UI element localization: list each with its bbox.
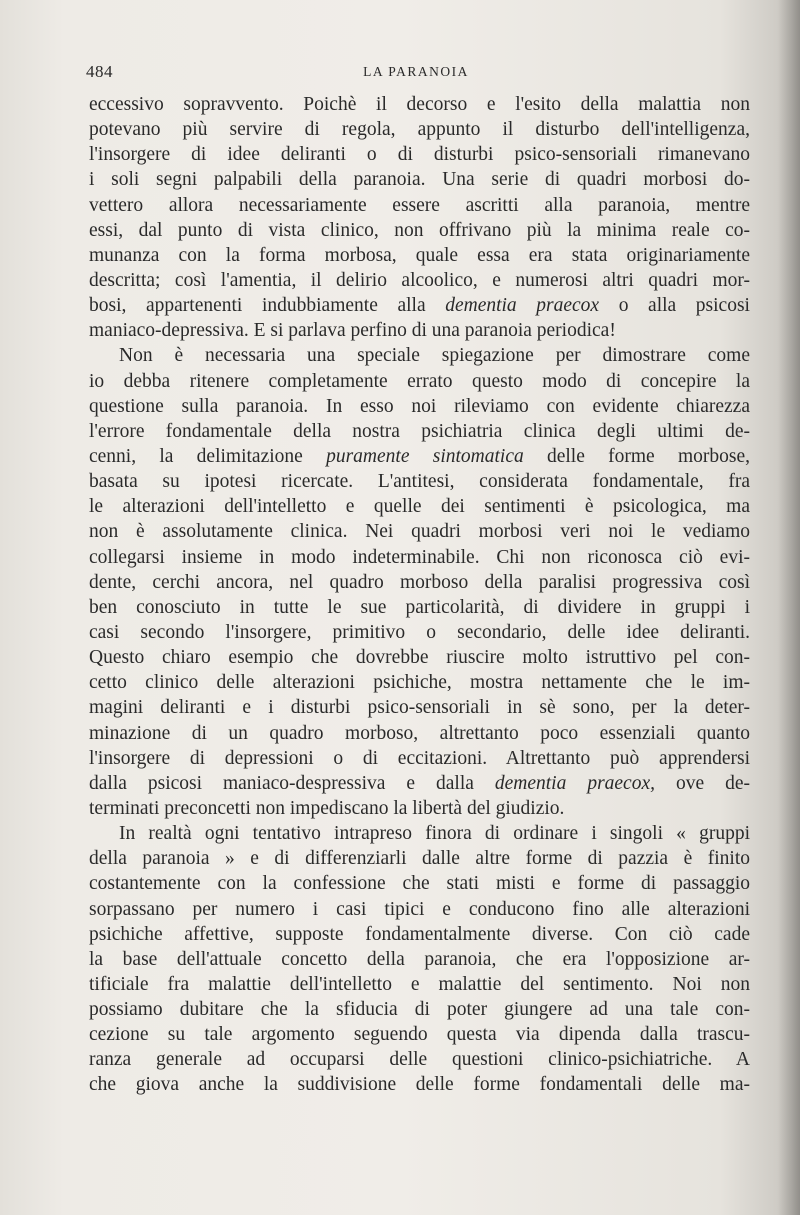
text-line: magini deliranti e i disturbi psico-sensoriali in sè sono, per la deter- [89, 697, 750, 719]
text-line: basata su ipotesi ricercate. L'antitesi, considerata fondamentale, fra [89, 471, 750, 493]
text-line: dente, cerchi ancora, nel quadro morboso della paralisi progressiva così [89, 571, 750, 593]
text-line: cetto clinico delle alterazioni psichiche, mostra nettamente che le im- [89, 672, 750, 694]
text-line [89, 444, 750, 469]
text-line: minazione di un quadro morboso, altrettanto poco essenziali quanto [89, 722, 750, 744]
italic-term: puramente sintomatica [326, 445, 524, 467]
text-line: descritta; così l'amentia, il delirio alcoolico, e numerosi altri quadri mor- [89, 269, 750, 291]
text-line: le alterazioni dell'intelletto e quelle dei sentimenti è psicologica, ma [89, 496, 750, 518]
text-line: costantemente con la confessione che stati misti e forme di passaggio [89, 873, 750, 895]
text-line: possiamo dubitare che la sfiducia di poter giungere ad una tale con- [89, 999, 750, 1021]
page-number: 484 [86, 62, 113, 81]
body-text [89, 92, 750, 1098]
text-run: o alla psicosi [599, 295, 750, 317]
text-line: collegarsi insieme in modo indeterminabile. Chi non riconosca ciò evi- [89, 546, 750, 568]
text-line: l'insorgere di depressioni o di eccitazioni. Altrettanto può apprendersi [89, 747, 750, 769]
text-run: dalla psicosi maniaco-despressiva e dalla [89, 772, 495, 794]
italic-term: dementia praecox, [494, 772, 655, 794]
text-line: non è assolutamente clinica. Nei quadri morbosi veri noi le vediamo [89, 521, 750, 543]
text-line: potevano più servire di regola, appunto il disturbo dell'intelligenza, [89, 119, 750, 141]
text-line: la base dell'attuale concetto della paranoia, che era l'opposizione ar- [89, 948, 750, 970]
text-line: i soli segni palpabili della paranoia. Una serie di quadri morbosi do- [89, 169, 750, 191]
text-line: casi secondo l'insorgere, primitivo o secondario, delle idee deliranti. [89, 621, 750, 643]
text-line: che giova anche la suddivisione delle forme fondamentali delle ma- [89, 1074, 750, 1096]
text-line: munanza con la forma morbosa, quale essa era stata originariamente [89, 244, 750, 266]
text-line: io debba ritenere completamente errato questo modo di concepire la [89, 370, 750, 392]
running-title: LA PARANOIA [363, 64, 469, 79]
text-line: sorpassano per numero i casi tipici e conducono fino alle alterazioni [89, 898, 750, 920]
paragraph-first-line: In realtà ogni tentativo intrapreso finora di ordinare i singoli « gruppi [119, 823, 750, 845]
text-line: questione sulla paranoia. In esso noi rileviamo con evidente chiarezza [89, 395, 750, 417]
text-line [89, 293, 750, 318]
text-run: cenni, la delimitazione [89, 445, 327, 467]
text-line: vettero allora necessariamente essere ascritti alla paranoia, mentre [89, 194, 750, 216]
text-run: ove de- [655, 772, 750, 794]
text-line: eccessivo sopravvento. Poichè il decorso e l'esito della malattia non [89, 94, 750, 115]
text-line: ben conosciuto in tutte le sue particolarità, di dividere in gruppi i [89, 596, 750, 618]
paragraph-first-line: Non è necessaria una speciale spiegazione per dimostrare come [119, 345, 750, 367]
page-header [86, 62, 746, 86]
text-line: terminati preconcetti non impediscano la libertà del giudizio. [89, 797, 565, 819]
text-line: psichiche affettive, supposte fondamentalmente diverse. Con ciò cade [89, 923, 750, 945]
text-line: tificiale fra malattie dell'intelletto e malattie del sentimento. Noi non [89, 973, 750, 995]
italic-term: dementia praecox [445, 295, 600, 317]
text-line: della paranoia » e di differenziarli dalle altre forme di pazzia è finito [89, 848, 750, 870]
text-line: l'insorgere di idee deliranti o di disturbi psico-sensoriali rimanevano [89, 144, 750, 166]
binding-shadow [778, 0, 800, 1215]
text-run: delle forme morbose, [523, 445, 750, 467]
text-line: Questo chiaro esempio che dovrebbe riuscire molto istruttivo pel con- [89, 647, 750, 669]
text-line: essi, dal punto di vista clinico, non offrivano più la minima reale co- [89, 219, 750, 241]
text-line [89, 771, 750, 796]
text-line: maniaco-depressiva. E si parlava perfino di una paranoia periodica! [89, 320, 616, 342]
text-run: bosi, appartenenti indubbiamente alla [89, 295, 446, 317]
text-line: cezione su tale argomento seguendo questa via dipenda dalla trascu- [89, 1024, 750, 1046]
text-line: ranza generale ad occuparsi delle questioni clinico-psichiatriche. A [89, 1049, 750, 1071]
text-line: l'errore fondamentale della nostra psichiatria clinica degli ultimi de- [89, 420, 750, 442]
